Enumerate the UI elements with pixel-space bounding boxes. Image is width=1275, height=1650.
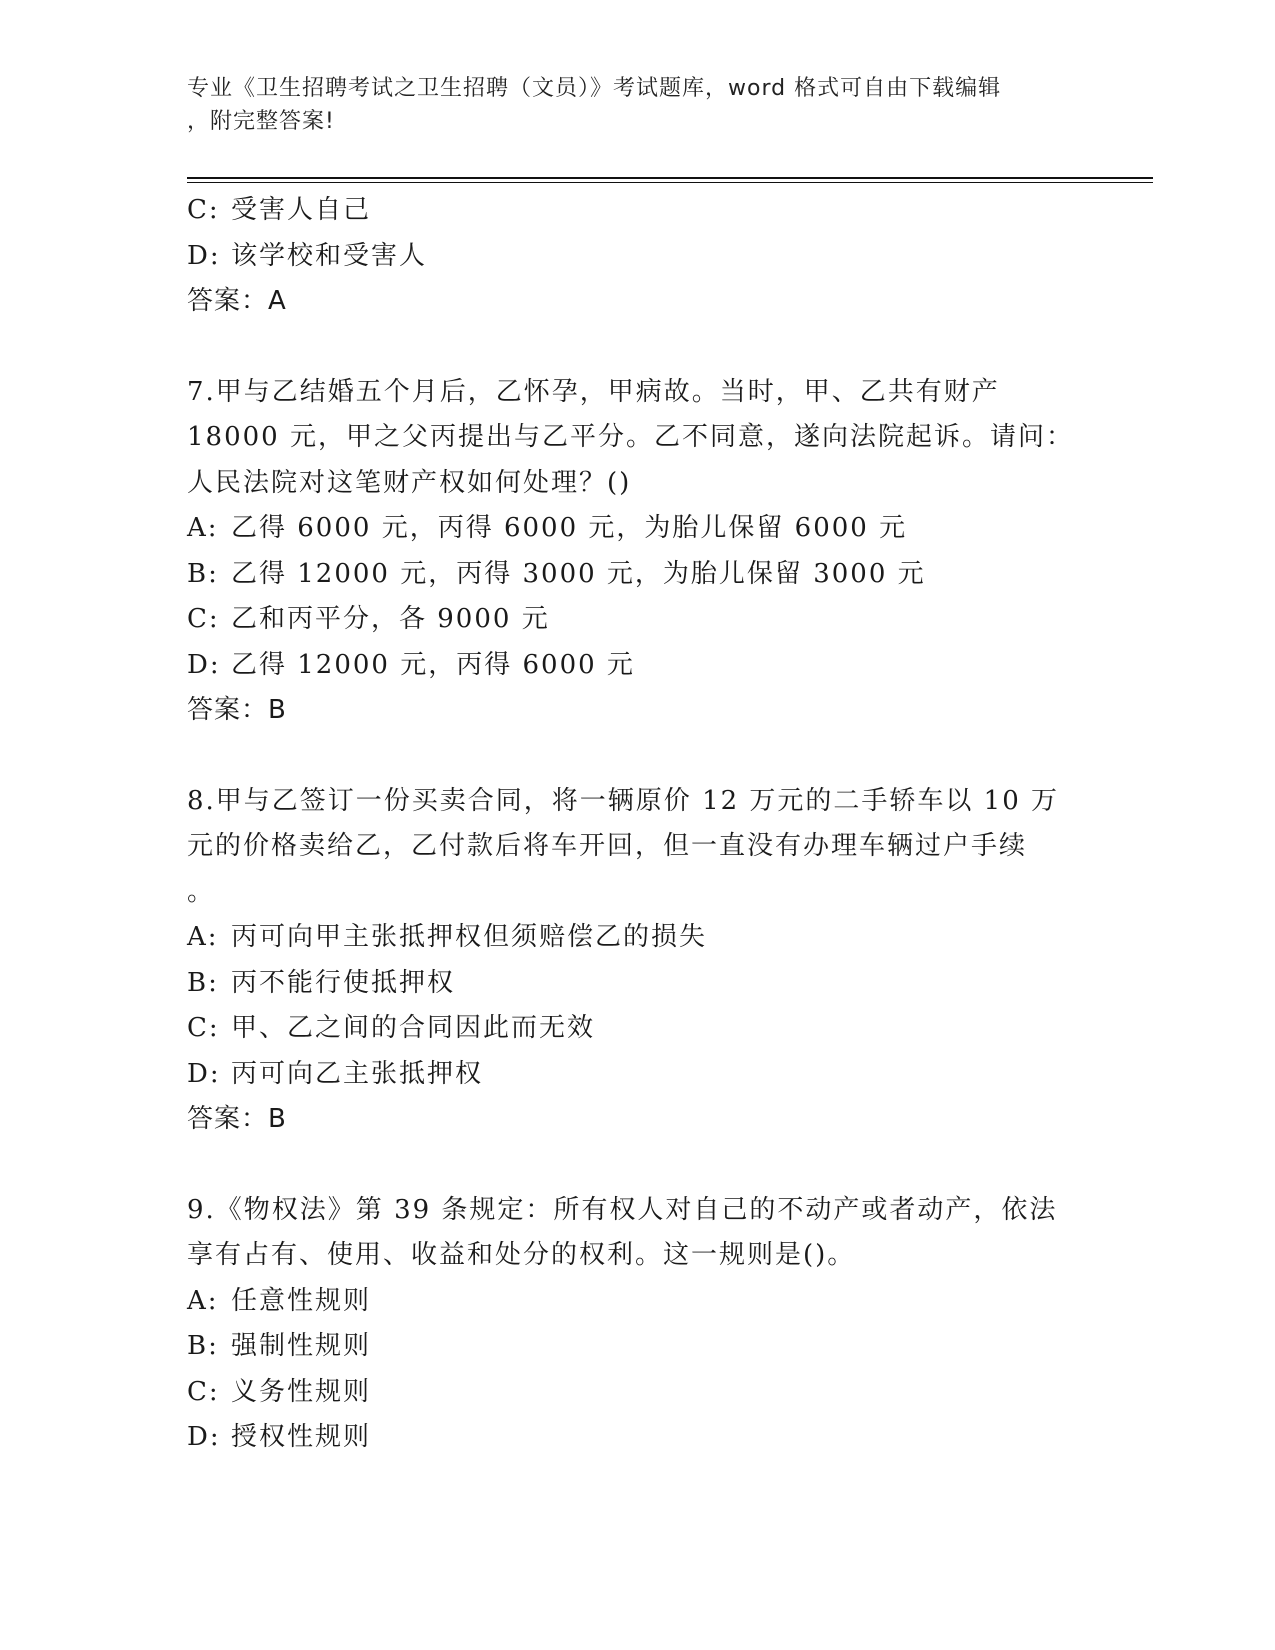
option-b xyxy=(187,961,1087,1007)
option-text: 丙可向乙主张抵押权 xyxy=(231,1058,484,1089)
header-line-1: 专业《卫生招聘考试之卫生招聘（文员）》考试题库，word 格式可自由下载编辑 xyxy=(187,76,1002,101)
option-b xyxy=(187,552,1087,598)
option-a xyxy=(187,506,1087,552)
option-c xyxy=(187,188,1087,234)
spacer xyxy=(187,1143,1087,1188)
header-line-2: ，附完整答案! xyxy=(187,109,335,134)
option-text: 强制性规则 xyxy=(231,1331,372,1361)
option-letter: B: xyxy=(187,967,219,998)
option-text: 丙可向甲主张抵押权但须赔偿乙的损失 xyxy=(231,922,708,952)
option-letter: B: xyxy=(187,558,219,589)
option-letter: C: xyxy=(187,1376,220,1407)
option-letter: A: xyxy=(187,1285,219,1316)
option-text: 义务性规则 xyxy=(231,1376,372,1407)
question-text-line: 享有占有、使用、收益和处分的权利。这一规则是()。 xyxy=(187,1240,856,1270)
document-header xyxy=(187,72,1067,138)
option-text: 乙和丙平分，各 9000 元 xyxy=(231,604,550,634)
option-letter: C: xyxy=(187,1013,220,1043)
question-text-line: 9.《物权法》第 39 条规定：所有权人对自己的不动产或者动产，依法 xyxy=(187,1194,1058,1225)
option-a xyxy=(187,1279,1087,1325)
question-content xyxy=(187,188,1087,1461)
question-8 xyxy=(187,779,1087,1143)
option-letter: B: xyxy=(187,1331,219,1361)
option-letter: C: xyxy=(187,195,220,225)
option-d xyxy=(187,1415,1087,1461)
option-letter: A: xyxy=(187,922,219,952)
option-d xyxy=(187,234,1087,280)
option-text: 授权性规则 xyxy=(231,1422,372,1452)
question-text-line: 7.甲与乙结婚五个月后，乙怀孕，甲病故。当时，甲、乙共有财产 xyxy=(187,376,1000,407)
header-divider-thin xyxy=(187,182,1153,183)
option-text: 乙得 6000 元，丙得 6000 元，为胎儿保留 6000 元 xyxy=(231,513,908,543)
option-d xyxy=(187,1052,1087,1098)
question-text-line: 元的价格卖给乙，乙付款后将车开回，但一直没有办理车辆过户手续 xyxy=(187,831,1028,861)
question-text-line: 8.甲与乙签订一份买卖合同，将一辆原价 12 万元的二手轿车以 10 万 xyxy=(187,785,1060,816)
option-letter: D: xyxy=(187,1058,221,1089)
option-letter: D: xyxy=(187,1422,221,1452)
option-text: 任意性规则 xyxy=(231,1285,372,1316)
header-divider-thick xyxy=(187,177,1153,179)
answer-line: 答案：A xyxy=(187,286,287,316)
answer-line: 答案：B xyxy=(187,695,287,725)
spacer xyxy=(187,734,1087,779)
option-d xyxy=(187,643,1087,689)
option-text: 受害人自己 xyxy=(231,195,372,225)
option-b xyxy=(187,1324,1087,1370)
question-text-line: 。 xyxy=(187,876,216,907)
question-9 xyxy=(187,1188,1087,1461)
option-letter: A: xyxy=(187,513,219,543)
option-text: 乙得 12000 元，丙得 3000 元，为胎儿保留 3000 元 xyxy=(231,558,926,589)
option-letter: D: xyxy=(187,649,221,680)
option-text: 该学校和受害人 xyxy=(231,240,428,271)
option-c xyxy=(187,597,1087,643)
answer-line: 答案：B xyxy=(187,1104,287,1134)
question-text-line: 18000 元，甲之父丙提出与乙平分。乙不同意，遂向法院起诉。请问： xyxy=(187,422,1074,452)
spacer xyxy=(187,325,1087,370)
question-text-line: 人民法院对这笔财产权如何处理？() xyxy=(187,467,632,498)
option-c xyxy=(187,1006,1087,1052)
option-text: 乙得 12000 元，丙得 6000 元 xyxy=(231,649,635,680)
option-text: 甲、乙之间的合同因此而无效 xyxy=(231,1013,596,1043)
question-6-tail xyxy=(187,188,1087,325)
option-a xyxy=(187,915,1087,961)
option-c xyxy=(187,1370,1087,1416)
option-letter: D: xyxy=(187,240,221,271)
option-text: 丙不能行使抵押权 xyxy=(231,967,456,998)
question-7 xyxy=(187,370,1087,734)
option-letter: C: xyxy=(187,604,220,634)
